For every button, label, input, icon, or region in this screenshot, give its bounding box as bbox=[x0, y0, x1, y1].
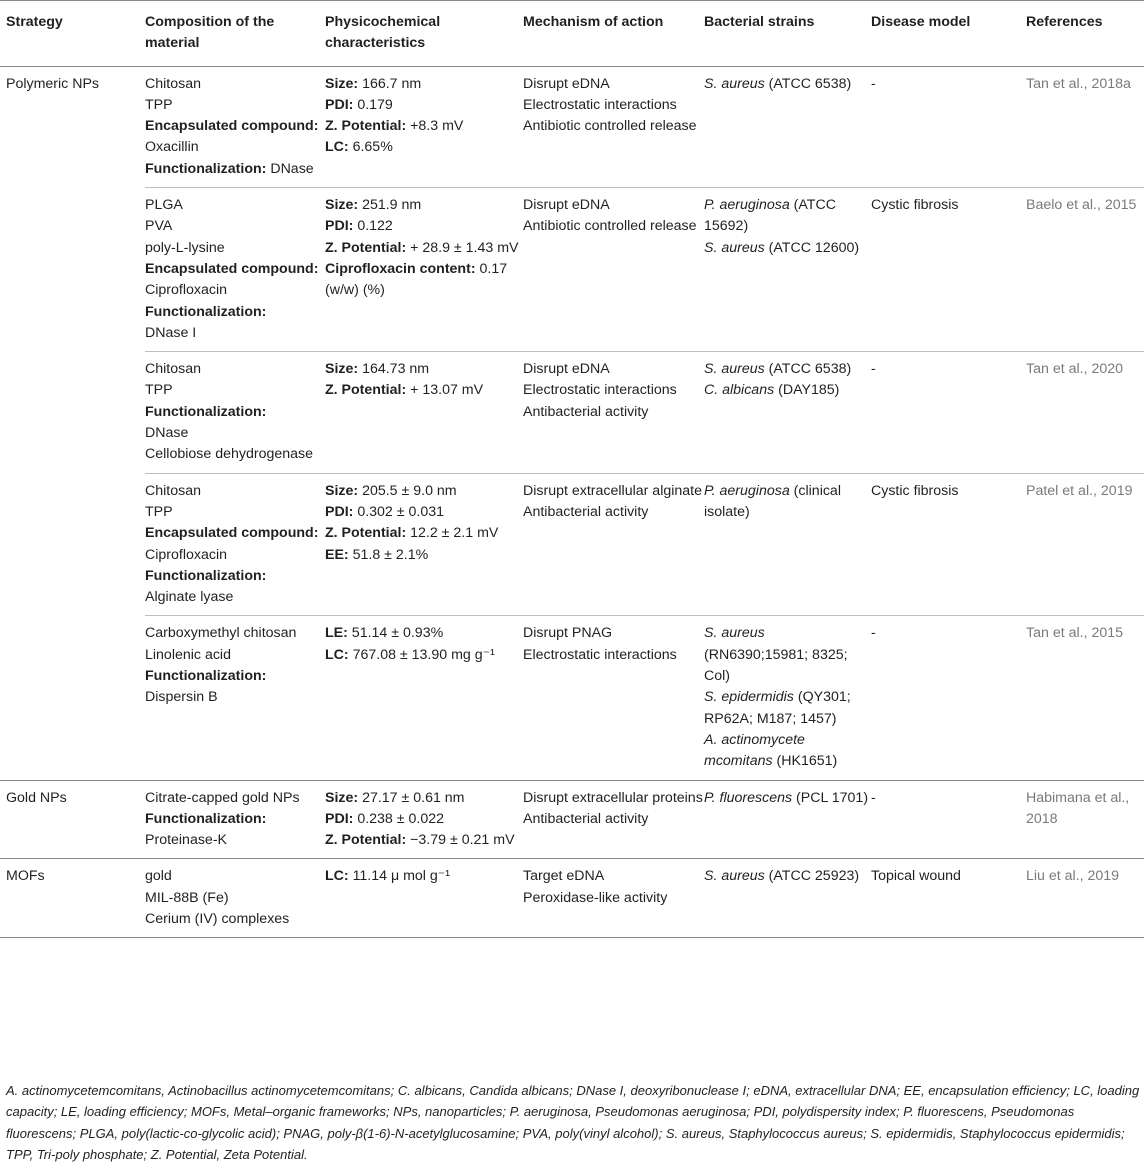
table-row bbox=[0, 616, 1144, 780]
physico-line bbox=[325, 380, 523, 401]
table-row bbox=[0, 473, 1144, 616]
cell-strains bbox=[704, 616, 871, 780]
cell-mechanism bbox=[523, 66, 704, 187]
mechanism-text: Disrupt extracellular proteins bbox=[523, 789, 703, 806]
composition-line bbox=[145, 216, 325, 237]
composition-text: Chitosan bbox=[145, 75, 201, 92]
physico-text: 0.302 ± 0.031 bbox=[353, 503, 444, 520]
physico-line bbox=[325, 502, 523, 523]
physico-label: LE: bbox=[325, 625, 348, 642]
cell-reference bbox=[1026, 780, 1144, 859]
cell-strains bbox=[704, 66, 871, 187]
cell-physicochemical bbox=[325, 352, 523, 473]
disease-text: - bbox=[871, 361, 876, 378]
header-disease: Disease model bbox=[871, 1, 1026, 67]
composition-label: Encapsulated compound: bbox=[145, 118, 319, 135]
composition-text: DNase bbox=[266, 160, 314, 177]
cell-reference bbox=[1026, 473, 1144, 616]
physico-line bbox=[325, 259, 523, 302]
physico-text: 51.14 ± 0.93% bbox=[347, 625, 444, 642]
strain-text: (ATCC 12600) bbox=[764, 239, 860, 256]
composition-line bbox=[145, 523, 325, 544]
strain-line bbox=[704, 481, 871, 524]
physico-label: Z. Potential: bbox=[325, 832, 407, 849]
strain-species: S. aureus bbox=[704, 361, 765, 378]
strain-text: (HK1651) bbox=[772, 753, 838, 770]
physico-text: 51.8 ± 2.1% bbox=[348, 546, 429, 563]
strain-species: P. fluorescens bbox=[704, 789, 793, 806]
physico-line bbox=[325, 545, 523, 566]
cell-composition bbox=[145, 859, 325, 938]
cell-composition bbox=[145, 616, 325, 780]
cell-strains bbox=[704, 188, 871, 352]
composition-text: TPP bbox=[145, 503, 173, 520]
cell-disease bbox=[871, 188, 1026, 352]
header-physicochemical: Physicochemical characteristics bbox=[325, 1, 523, 67]
cell-reference bbox=[1026, 66, 1144, 187]
composition-label: Functionalization: bbox=[145, 567, 267, 584]
header-strategy: Strategy bbox=[0, 1, 145, 67]
mechanism-text: Disrupt eDNA bbox=[523, 361, 610, 378]
composition-text: Proteinase-K bbox=[145, 832, 228, 849]
reference-link: Patel et al., 2019 bbox=[1026, 482, 1133, 499]
physico-text: 767.08 ± 13.90 mg g⁻¹ bbox=[348, 646, 495, 663]
strain-species: S. aureus bbox=[704, 625, 765, 642]
composition-line bbox=[145, 159, 325, 180]
composition-line bbox=[145, 645, 325, 666]
composition-line bbox=[145, 280, 325, 301]
composition-line bbox=[145, 888, 325, 909]
physico-text: 11.14 μ mol g⁻¹ bbox=[348, 868, 450, 885]
physico-line bbox=[325, 95, 523, 116]
strain-line bbox=[704, 195, 871, 238]
composition-text: poly-L-lysine bbox=[145, 239, 225, 256]
composition-line bbox=[145, 444, 325, 465]
physico-line bbox=[325, 116, 523, 137]
physico-label: Size: bbox=[325, 482, 359, 499]
composition-text: Alginate lyase bbox=[145, 589, 234, 606]
physico-text: + 13.07 mV bbox=[406, 382, 484, 399]
composition-line bbox=[145, 830, 325, 851]
composition-line bbox=[145, 623, 325, 644]
disease-text: - bbox=[871, 789, 876, 806]
strain-text: (DAY185) bbox=[774, 382, 840, 399]
composition-label: Functionalization: bbox=[145, 160, 267, 177]
composition-line bbox=[145, 74, 325, 95]
physico-text: 166.7 nm bbox=[358, 75, 422, 92]
physico-text: 0.17 (w/w) (%) bbox=[325, 260, 508, 299]
physico-line bbox=[325, 137, 523, 158]
header-references: References bbox=[1026, 1, 1144, 67]
reference-link: Tan et al., 2018a bbox=[1026, 75, 1131, 92]
table-footnote: A. actinomycetemcomitans, Actinobacillus actinomycetemcomitans; C. albicans, Candida albicans; DNase I, deoxyribonuclease I; eDNA, extracellular DNA; EE, encapsulation efficiency; LC, loading capacity; LE, loading efficiency; MOFs, Metal–organic frameworks; NPs, nanoparticles; P. aeruginosa, Pseudomonas aeruginosa; PDI, polydispersity index; P. fluorescens, Pseudomonas fluorescens; PLGA, poly(lactic-co-glycolic acid); PNAG, poly-β(1-6)-N-acetylglucosamine; PVA, poly(vinyl alcohol); S. aureus, Staphylococcus aureus; S. epidermidis, Staphylococcus epidermidis; TPP, Tri-poly phosphate; Z. Potential, Zeta Potential. bbox=[6, 1083, 1140, 1162]
composition-text: DNase bbox=[145, 425, 189, 442]
cell-strategy bbox=[0, 66, 145, 187]
physico-text: 205.5 ± 9.0 nm bbox=[358, 482, 457, 499]
composition-text: MIL-88B (Fe) bbox=[145, 889, 229, 906]
physico-label: Z. Potential: bbox=[325, 239, 407, 256]
physico-line bbox=[325, 788, 523, 809]
composition-line bbox=[145, 259, 325, 280]
strain-text: (ATCC 25923) bbox=[764, 868, 860, 885]
composition-label: Functionalization: bbox=[145, 403, 267, 420]
mechanism-text: Peroxidase-like activity bbox=[523, 889, 668, 906]
physico-label: LC: bbox=[325, 868, 349, 885]
cell-physicochemical bbox=[325, 859, 523, 938]
physico-text: 251.9 nm bbox=[358, 197, 422, 214]
strategy-text: Polymeric NPs bbox=[6, 75, 100, 92]
cell-strategy bbox=[0, 859, 145, 938]
disease-text: Cystic fibrosis bbox=[871, 197, 959, 214]
mechanism-text: Antibacterial activity bbox=[523, 810, 649, 827]
physico-text: +8.3 mV bbox=[406, 118, 464, 135]
cell-disease bbox=[871, 859, 1026, 938]
physico-label: Z. Potential: bbox=[325, 118, 407, 135]
disease-text: - bbox=[871, 625, 876, 642]
cell-composition bbox=[145, 66, 325, 187]
physico-line bbox=[325, 830, 523, 851]
composition-line bbox=[145, 909, 325, 930]
physico-text: −3.79 ± 0.21 mV bbox=[406, 832, 515, 849]
cell-strategy bbox=[0, 352, 145, 473]
cell-physicochemical bbox=[325, 66, 523, 187]
composition-line bbox=[145, 788, 325, 809]
composition-text: Carboxymethyl chitosan bbox=[145, 625, 297, 642]
disease-text: - bbox=[871, 75, 876, 92]
strain-species: P. aeruginosa bbox=[704, 197, 790, 214]
cell-strains bbox=[704, 780, 871, 859]
cell-strains bbox=[704, 473, 871, 616]
physico-text: 0.122 bbox=[353, 218, 393, 235]
cell-mechanism bbox=[523, 859, 704, 938]
header-row bbox=[0, 1, 1144, 67]
header-strains: Bacterial strains bbox=[704, 1, 871, 67]
strain-line bbox=[704, 623, 871, 687]
composition-text: PLGA bbox=[145, 197, 183, 214]
physico-line bbox=[325, 623, 523, 644]
composition-label: Encapsulated compound: bbox=[145, 260, 319, 277]
header-composition: Composition of the material bbox=[145, 1, 325, 67]
mechanism-text: Electrostatic interactions bbox=[523, 96, 677, 113]
cell-reference bbox=[1026, 188, 1144, 352]
disease-text: Topical wound bbox=[871, 868, 961, 885]
strain-species: S. aureus bbox=[704, 75, 765, 92]
strain-species: P. aeruginosa bbox=[704, 482, 790, 499]
physico-label: Z. Potential: bbox=[325, 382, 407, 399]
physico-line bbox=[325, 195, 523, 216]
cell-strains bbox=[704, 859, 871, 938]
strain-text: (QY301; RP62A; M187; 1457) bbox=[704, 689, 851, 727]
physico-line bbox=[325, 523, 523, 544]
reference-link: Tan et al., 2015 bbox=[1026, 625, 1124, 642]
physico-label: PDI: bbox=[325, 503, 354, 520]
strain-species: S. aureus bbox=[704, 239, 765, 256]
strain-species: S. epidermidis bbox=[704, 689, 794, 706]
cell-strategy bbox=[0, 473, 145, 616]
physico-text: 164.73 nm bbox=[358, 361, 430, 378]
physico-text: 12.2 ± 2.1 mV bbox=[406, 525, 499, 542]
cell-mechanism bbox=[523, 473, 704, 616]
table-row bbox=[0, 859, 1144, 938]
physico-line bbox=[325, 866, 523, 887]
physico-text: 6.65% bbox=[348, 139, 393, 156]
composition-text: Ciprofloxacin bbox=[145, 546, 228, 563]
physico-label: Z. Potential: bbox=[325, 525, 407, 542]
strain-line bbox=[704, 788, 871, 809]
strain-line bbox=[704, 359, 871, 380]
physico-text: 27.17 ± 0.61 nm bbox=[358, 789, 465, 806]
table-row bbox=[0, 352, 1144, 473]
composition-text: Chitosan bbox=[145, 361, 201, 378]
composition-line bbox=[145, 95, 325, 116]
table-row bbox=[0, 780, 1144, 859]
strain-line bbox=[704, 238, 871, 259]
physico-label: PDI: bbox=[325, 218, 354, 235]
composition-line bbox=[145, 423, 325, 444]
strain-species: A. actinomycete mcomitans bbox=[704, 731, 805, 770]
composition-text: TPP bbox=[145, 96, 173, 113]
strategy-text: Gold NPs bbox=[6, 789, 67, 806]
cell-physicochemical bbox=[325, 473, 523, 616]
physico-line bbox=[325, 74, 523, 95]
cell-mechanism bbox=[523, 352, 704, 473]
composition-label: Functionalization: bbox=[145, 303, 267, 320]
composition-line bbox=[145, 809, 325, 830]
cell-physicochemical bbox=[325, 188, 523, 352]
composition-text: Dispersin B bbox=[145, 689, 218, 706]
cell-physicochemical bbox=[325, 616, 523, 780]
strain-line bbox=[704, 730, 871, 773]
cell-reference bbox=[1026, 616, 1144, 780]
disease-text: Cystic fibrosis bbox=[871, 482, 959, 499]
composition-label: Functionalization: bbox=[145, 810, 267, 827]
composition-text: Cellobiose dehydrogenase bbox=[145, 446, 314, 463]
physico-text: 0.238 ± 0.022 bbox=[353, 810, 444, 827]
physico-label: EE: bbox=[325, 546, 349, 563]
physico-line bbox=[325, 481, 523, 502]
strain-line bbox=[704, 687, 871, 730]
mechanism-text: Disrupt eDNA bbox=[523, 75, 610, 92]
header-mechanism: Mechanism of action bbox=[523, 1, 704, 67]
cell-disease bbox=[871, 66, 1026, 187]
composition-text: Linolenic acid bbox=[145, 646, 231, 663]
cell-strategy bbox=[0, 780, 145, 859]
physico-line bbox=[325, 809, 523, 830]
composition-line bbox=[145, 866, 325, 887]
cell-strategy bbox=[0, 188, 145, 352]
composition-line bbox=[145, 666, 325, 687]
physico-line bbox=[325, 645, 523, 666]
composition-text: Cerium (IV) complexes bbox=[145, 910, 290, 927]
mechanism-text: Antibacterial activity bbox=[523, 403, 649, 420]
physico-label: Ciprofloxacin content: bbox=[325, 260, 476, 277]
composition-line bbox=[145, 687, 325, 708]
composition-line bbox=[145, 502, 325, 523]
mechanism-text: Disrupt eDNA bbox=[523, 197, 610, 214]
cell-strains bbox=[704, 352, 871, 473]
cell-disease bbox=[871, 352, 1026, 473]
composition-line bbox=[145, 380, 325, 401]
strain-line bbox=[704, 866, 871, 887]
strategy-text: MOFs bbox=[6, 868, 45, 885]
mechanism-text: Antibiotic controlled release bbox=[523, 118, 697, 135]
composition-line bbox=[145, 302, 325, 323]
cell-mechanism bbox=[523, 780, 704, 859]
cell-composition bbox=[145, 352, 325, 473]
composition-text: gold bbox=[145, 868, 172, 885]
cell-reference bbox=[1026, 352, 1144, 473]
strain-text: (ATCC 6538) bbox=[764, 75, 852, 92]
composition-line bbox=[145, 195, 325, 216]
cell-composition bbox=[145, 473, 325, 616]
mechanism-text: Electrostatic interactions bbox=[523, 646, 677, 663]
physico-label: PDI: bbox=[325, 810, 354, 827]
strain-text: (clinical isolate) bbox=[704, 482, 841, 520]
composition-text: PVA bbox=[145, 218, 173, 235]
reference-link: Liu et al., 2019 bbox=[1026, 868, 1120, 885]
strain-text: (ATCC 15692) bbox=[704, 197, 836, 235]
cell-strategy bbox=[0, 616, 145, 780]
physico-text: + 28.9 ± 1.43 mV bbox=[406, 239, 519, 256]
composition-line bbox=[145, 587, 325, 608]
cell-mechanism bbox=[523, 188, 704, 352]
composition-text: Oxacillin bbox=[145, 139, 199, 156]
cell-disease bbox=[871, 473, 1026, 616]
physico-line bbox=[325, 359, 523, 380]
physico-line bbox=[325, 216, 523, 237]
composition-line bbox=[145, 402, 325, 423]
cell-reference bbox=[1026, 859, 1144, 938]
cell-composition bbox=[145, 188, 325, 352]
composition-label: Functionalization: bbox=[145, 668, 267, 685]
composition-label: Encapsulated compound: bbox=[145, 525, 319, 542]
strain-species: S. aureus bbox=[704, 868, 765, 885]
composition-text: Citrate-capped gold NPs bbox=[145, 789, 300, 806]
physico-label: Size: bbox=[325, 197, 359, 214]
cell-disease bbox=[871, 616, 1026, 780]
physico-text: 0.179 bbox=[353, 96, 393, 113]
strain-line bbox=[704, 74, 871, 95]
strain-species: C. albicans bbox=[704, 382, 775, 399]
composition-line bbox=[145, 323, 325, 344]
physico-label: LC: bbox=[325, 646, 349, 663]
composition-text: Chitosan bbox=[145, 482, 201, 499]
reference-link: Habimana et al., 2018 bbox=[1026, 789, 1130, 827]
composition-line bbox=[145, 545, 325, 566]
table-row bbox=[0, 66, 1144, 187]
mechanism-text: Target eDNA bbox=[523, 868, 605, 885]
reference-link: Tan et al., 2020 bbox=[1026, 361, 1124, 378]
table-body bbox=[0, 66, 1144, 938]
composition-line bbox=[145, 566, 325, 587]
physico-label: PDI: bbox=[325, 96, 354, 113]
cell-disease bbox=[871, 780, 1026, 859]
strain-text: (PCL 1701) bbox=[792, 789, 869, 806]
composition-line bbox=[145, 116, 325, 137]
strain-text: (RN6390;15981; 8325; Col) bbox=[704, 646, 848, 685]
composition-line bbox=[145, 481, 325, 502]
mechanism-text: Disrupt extracellular alginate bbox=[523, 482, 703, 499]
composition-text: DNase I bbox=[145, 324, 197, 341]
cell-physicochemical bbox=[325, 780, 523, 859]
physico-line bbox=[325, 238, 523, 259]
composition-text: Ciprofloxacin bbox=[145, 282, 228, 299]
table-row bbox=[0, 188, 1144, 352]
strain-text: (ATCC 6538) bbox=[764, 361, 852, 378]
composition-line bbox=[145, 137, 325, 158]
mechanism-text: Antibacterial activity bbox=[523, 503, 649, 520]
physico-label: LC: bbox=[325, 139, 349, 156]
physico-label: Size: bbox=[325, 789, 359, 806]
mechanism-text: Electrostatic interactions bbox=[523, 382, 677, 399]
reference-link: Baelo et al., 2015 bbox=[1026, 197, 1137, 214]
composition-line bbox=[145, 238, 325, 259]
strain-line bbox=[704, 380, 871, 401]
cell-composition bbox=[145, 780, 325, 859]
composition-text: TPP bbox=[145, 382, 173, 399]
cell-mechanism bbox=[523, 616, 704, 780]
physico-label: Size: bbox=[325, 75, 359, 92]
physico-label: Size: bbox=[325, 361, 359, 378]
composition-line bbox=[145, 359, 325, 380]
mechanism-text: Disrupt PNAG bbox=[523, 625, 613, 642]
mechanism-text: Antibiotic controlled release bbox=[523, 218, 697, 235]
